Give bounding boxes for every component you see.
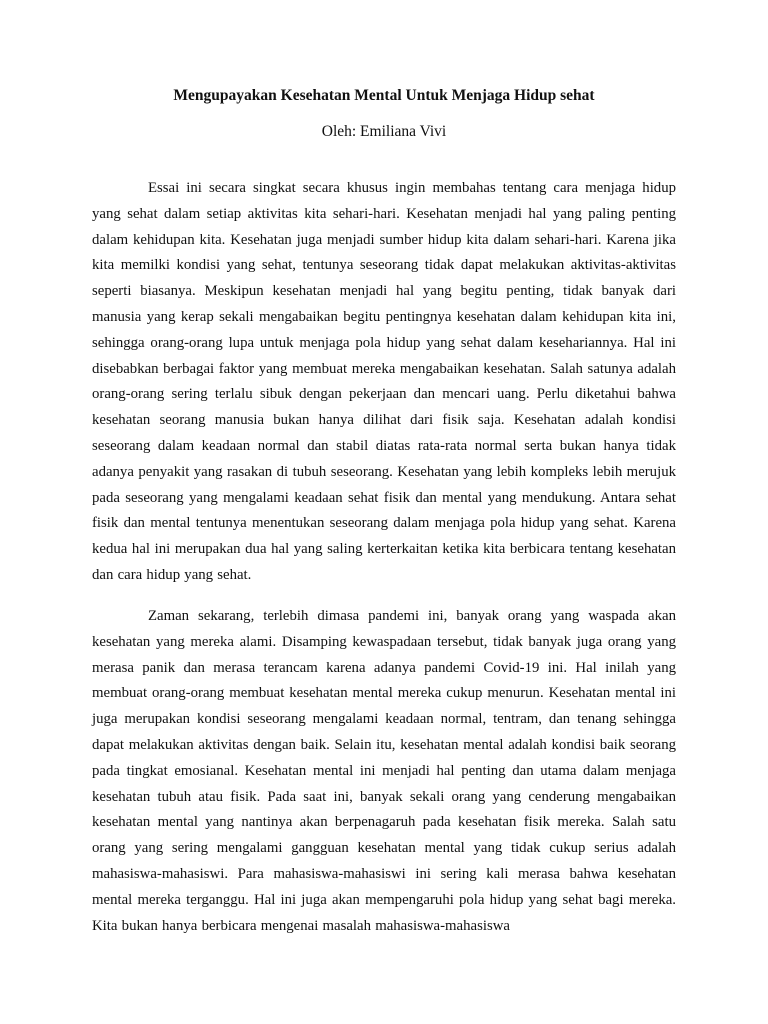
document-title: Mengupayakan Kesehatan Mental Untuk Menjaga Hidup sehat xyxy=(173,87,595,104)
paragraph-1: Essai ini secara singkat secara khusus ingin membahas tentang cara menjaga hidup yang sehat dalam setiap aktivitas kita sehari-hari. Kesehatan menjadi hal yang paling penting dalam kehidupan kita. Kesehatan juga menjadi sumber hidup kita dalam sehari-hari. Karena jika kita memilki kondisi yang sehat, tentunya seseorang tidak dapat melakukan aktivitas-aktivitas seperti biasanya. Meskipun kesehatan menjadi hal yang begitu penting, tidak banyak dari manusia yang kerap sekali mengabaikan begitu pentingnya kesehatan dalam kehidupan kita ini, sehingga orang-orang lupa untuk menjaga pola hidup yang sehat dalam kesehariannya. Hal ini disebabkan berbagai faktor yang membuat mereka mengabaikan kesehatan. Salah satunya adalah orang-orang sering terlalu sibuk dengan pekerjaan dan mencari uang. Perlu diketahui bahwa kesehatan seorang manusia bukan hanya dilihat dari fisik saja. Kesehatan adalah kondisi seseorang dalam keadaan normal dan stabil diatas rata-rata normal serta bukan hanya tidak adanya penyakit yang rasakan di tubuh seseorang. Kesehatan yang lebih kompleks lebih merujuk pada seseorang yang mengalami keadaan sehat fisik dan mental yang mendukung. Antara sehat fisik dan mental tentunya menentukan seseorang dalam menjaga pola hidup yang sehat. Karena kedua hal ini merupakan dua hal yang saling kerterkaitan ketika kita berbicara tentang kesehatan dan cara hidup yang sehat. xyxy=(92,180,676,583)
document-author: Oleh: Emiliana Vivi xyxy=(321,123,447,140)
paragraph-2: Zaman sekarang, terlebih dimasa pandemi ini, banyak orang yang waspada akan kesehatan yang mereka alami. Disamping kewaspadaan tersebut, tidak banyak juga orang yang merasa panik dan merasa terancam karena adanya pandemi Covid-19 ini. Hal inilah yang membuat orang-orang membuat kesehatan mental mereka cukup menurun. Kesehatan mental ini juga merupakan kondisi seseorang mengalami keadaan normal, tentram, dan tenang sehingga dapat melakukan aktivitas dengan baik. Selain itu, kesehatan mental adalah kondisi baik seorang pada tingkat emosianal. Kesehatan mental ini menjadi hal penting dan utama dalam menjaga kesehatan tubuh atau fisik. Pada saat ini, banyak sekali orang yang cenderung mengabaikan kesehatan mental yang nantinya akan berpenagaruh pada kesehatan fisik mereka. Salah satu orang yang sering mengalami gangguan kesehatan mental yang tidak cukup serius adalah mahasiswa-mahasiswi. Para mahasiswa-mahasiswi ini sering kali merasa bahwa kesehatan mental mereka terganggu. Hal ini juga akan mempengaruhi pola hidup yang sehat bagi mereka. Kita bukan hanya berbicara mengenai masalah mahasiswa-mahasiswa xyxy=(92,608,676,934)
